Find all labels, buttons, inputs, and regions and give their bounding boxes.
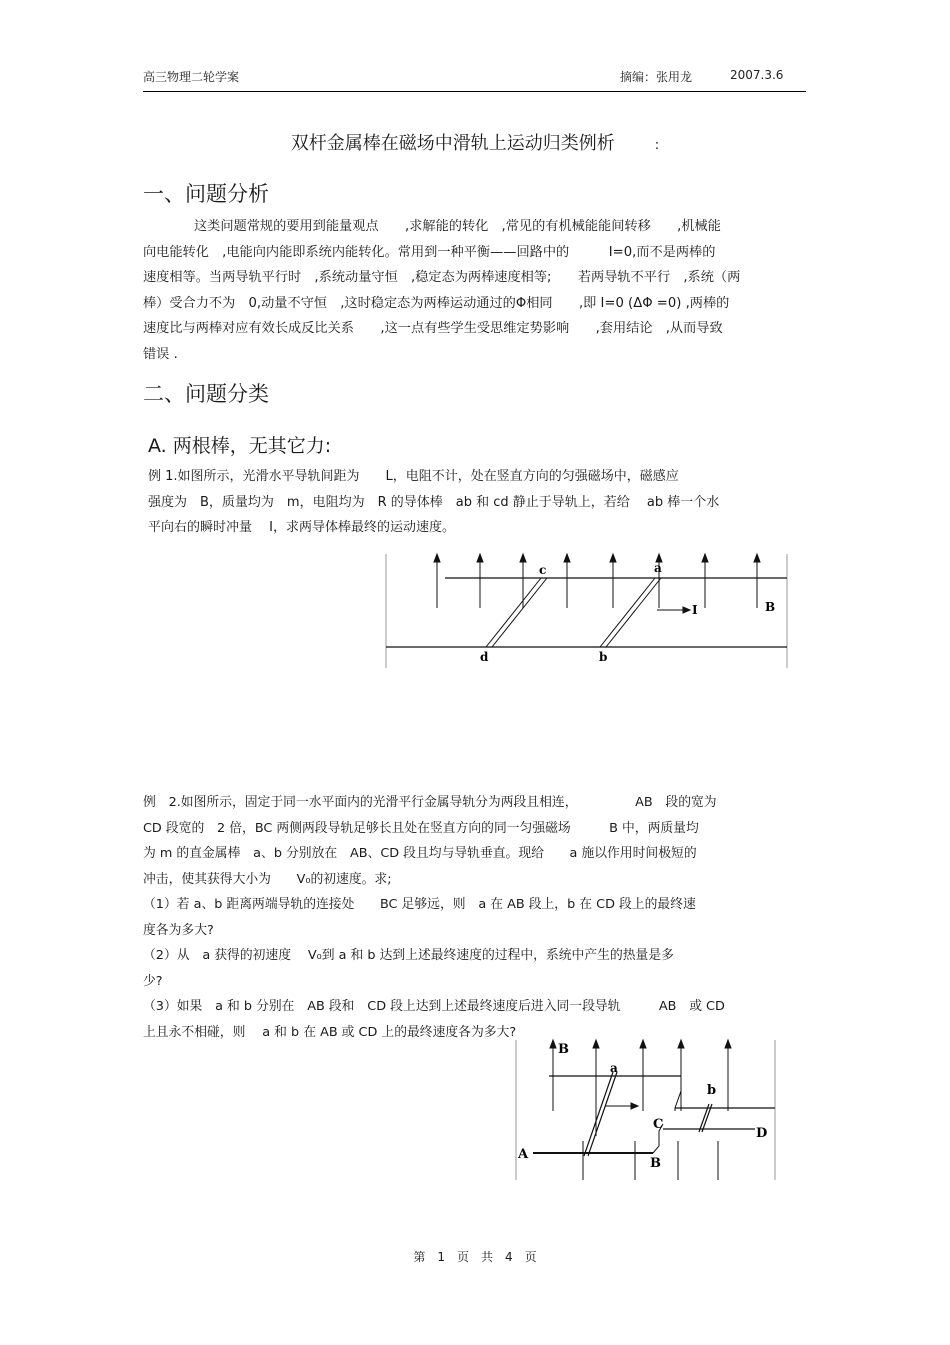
example2-line: （1）若 a、b 距离两端导轨的连接处 BC 足够远，则 a 在 AB 段上，b 在 CD 段上的最终速	[143, 897, 696, 912]
label-B-junction: B	[650, 1156, 661, 1171]
analysis-line: 错误 .	[143, 346, 178, 362]
label-A: A	[518, 1147, 529, 1162]
example2-line: （3）如果 a 和 b 分别在 AB 段和 CD 段上达到上述最终速度后进入同一段导轨 AB 或 CD	[143, 999, 725, 1014]
example2-line: （2）从 a 获得的初速度 V₀到 a 和 b 达到上述最终速度的过程中，系统中产生的热量是多	[143, 948, 674, 963]
magnetic-field-arrows	[550, 1040, 731, 1180]
label-rod-a: a	[610, 1061, 618, 1075]
rod-a	[584, 1072, 617, 1156]
magnetic-field-arrows	[434, 554, 760, 608]
example2-line: 少?	[143, 973, 163, 989]
example1-figure	[385, 550, 790, 670]
section-heading-analysis: 一、问题分析	[143, 182, 269, 206]
analysis-paragraph	[143, 214, 740, 367]
example1-text	[148, 464, 719, 541]
label-c: c	[539, 563, 547, 577]
analysis-line: 棒）受合力不为 0,动量不守恒 ,这时稳定态为两棒运动通过的Φ相同 ,即 I=0 (ΔΦ =0) ,两棒的	[143, 295, 730, 311]
rod-cd	[486, 578, 547, 647]
label-field: B	[765, 600, 776, 614]
sub-heading-two-rods: A. 两根棒，无其它力:	[148, 435, 332, 457]
label-impulse: I	[692, 603, 698, 617]
document-title: 双杆金属棒在磁场中滑轨上运动归类例析 :	[290, 133, 660, 154]
impulse-arrow	[657, 607, 690, 613]
upper-connector	[675, 1076, 681, 1111]
label-field-B: B	[558, 1042, 569, 1057]
example2-line: 为 m 的直金属棒 a、b 分别放在 AB、CD 段且均与导轨垂直。现给 a 施以作用时间极短的	[143, 846, 697, 861]
label-C: C	[653, 1117, 664, 1132]
label-b: b	[599, 650, 608, 664]
analysis-line: 这类问题常规的要用到能量观点 ,求解能的转化 ,常见的有机械能能间转移 ,机械能	[194, 219, 721, 234]
label-D: D	[756, 1126, 768, 1141]
example2-line: 上且永不相碰，则 a 和 b 在 AB 或 CD 上的最终速度各为多大?	[143, 1024, 517, 1040]
header-course-title: 高三物理二轮学案	[143, 70, 240, 84]
label-rod-b: b	[707, 1083, 717, 1098]
header-rule	[143, 91, 806, 92]
header-date: 2007.3.6	[730, 68, 784, 82]
example2-text	[143, 790, 725, 1045]
example2-line: CD 段宽的 2 倍，BC 两侧两段导轨足够长且处在竖直方向的同一匀强磁场 B 中，两质量均	[143, 820, 699, 836]
example1-line: 强度为 B，质量均为 m，电阻均为 R 的导体棒 ab 和 cd 静止于导轨上，若给 ab 棒一个水	[148, 494, 720, 510]
example2-line: 例 2.如图所示，固定于同一水平面内的光滑平行金属导轨分为两段且相连， AB 段的宽为	[143, 795, 717, 810]
label-d: d	[480, 650, 489, 664]
example1-line: 平向右的瞬时冲量 I，求两导体棒最终的运动速度。	[148, 520, 455, 535]
label-a: a	[654, 561, 662, 575]
velocity-arrow	[605, 1103, 638, 1109]
analysis-line: 速度比与两棒对应有效长成反比关系 ,这一点有些学生受思维定势影响 ,套用结论 ,从而导致	[143, 321, 723, 336]
example1-line: 例 1.如图所示，光滑水平导轨间距为 L，电阻不计，处在竖直方向的匀强磁场中，磁感应	[148, 469, 679, 484]
example2-line: 冲击，使其获得大小为 V₀的初速度。求;	[143, 871, 392, 887]
analysis-line: 速度相等。当两导轨平行时 ,系统动量守恒 ,稳定态为两棒速度相等; 若两导轨不平行 ,系统（两	[143, 270, 741, 285]
page-footer: 第 1 页 共 4 页	[413, 1250, 537, 1264]
header-editor: 摘编：张用龙	[620, 70, 693, 84]
section-heading-classification: 二、问题分类	[143, 382, 269, 406]
rod-ab	[600, 578, 661, 647]
example2-figure	[513, 1036, 778, 1184]
example2-line: 度各为多大?	[143, 922, 214, 938]
analysis-line: 向电能转化 ,电能向内能即系统内能转化。常用到一种平衡——回路中的 I=0,而不是两棒的	[143, 244, 716, 260]
